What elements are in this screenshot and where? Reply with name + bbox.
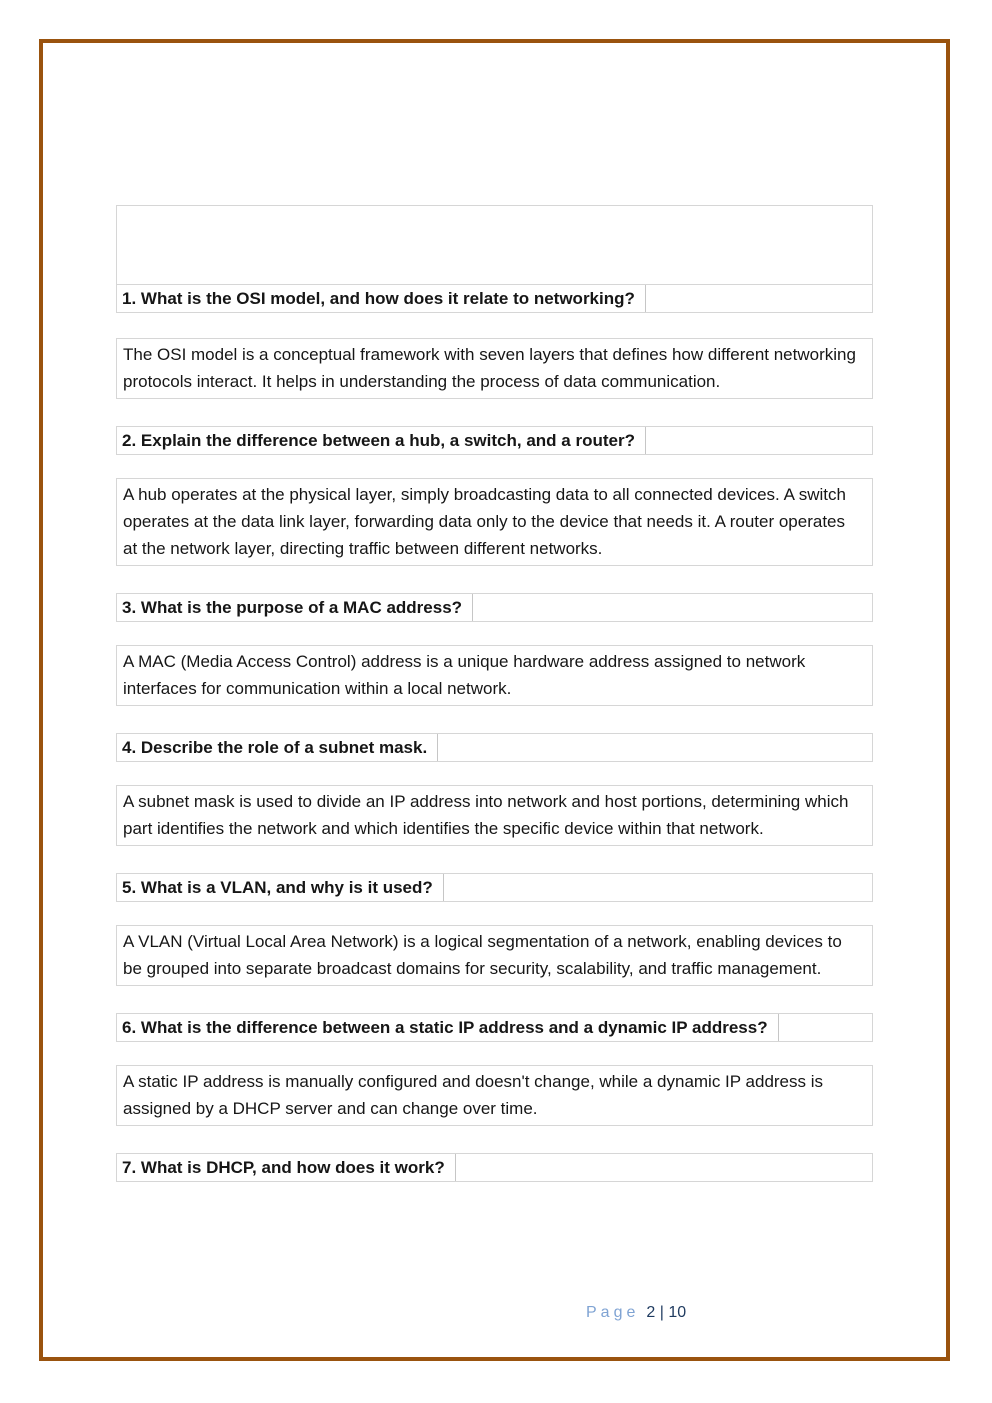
- question-heading-7: 7. What is DHCP, and how does it work?: [117, 1154, 456, 1181]
- question-row-3: [116, 593, 873, 622]
- question-row-filler: [646, 427, 872, 454]
- question-row-filler: [779, 1014, 872, 1041]
- answer-box-6: A static IP address is manually configured and doesn't change, while a dynamic IP address is assigned by a DHCP server and can change over time.: [116, 1065, 873, 1126]
- question-heading-4: 4. Describe the role of a subnet mask.: [117, 734, 438, 761]
- question-row-2: [116, 426, 873, 455]
- question-heading-2: 2. Explain the difference between a hub, a switch, and a router?: [117, 427, 646, 454]
- question-row-5: [116, 873, 873, 902]
- question-row-7: [116, 1153, 873, 1182]
- question-heading-5: 5. What is a VLAN, and why is it used?: [117, 874, 444, 901]
- footer-page-label: Page: [586, 1304, 640, 1321]
- empty-space: [117, 206, 872, 284]
- question-row-1: [117, 284, 872, 312]
- question-block-1: [116, 205, 873, 313]
- question-row-4: [116, 733, 873, 762]
- question-row-filler: [444, 874, 872, 901]
- document-body: [116, 205, 873, 1182]
- question-row-filler: [646, 285, 872, 312]
- question-row-filler: [473, 594, 872, 621]
- footer-page-number: 2 | 10: [646, 1304, 687, 1321]
- page-footer: [586, 1304, 686, 1322]
- answer-box-4: A subnet mask is used to divide an IP address into network and host portions, determining which part identifies the network and which identifies the specific device within that network.: [116, 785, 873, 846]
- question-row-6: [116, 1013, 873, 1042]
- question-heading-3: 3. What is the purpose of a MAC address?: [117, 594, 473, 621]
- question-row-filler: [438, 734, 872, 761]
- question-heading-1: 1. What is the OSI model, and how does it relate to networking?: [117, 285, 646, 312]
- question-row-filler: [456, 1154, 872, 1181]
- answer-box-5: A VLAN (Virtual Local Area Network) is a logical segmentation of a network, enabling devices to be grouped into separate broadcast domains for security, scalability, and traffic management.: [116, 925, 873, 986]
- question-heading-6: 6. What is the difference between a static IP address and a dynamic IP address?: [117, 1014, 779, 1041]
- answer-box-3: A MAC (Media Access Control) address is a unique hardware address assigned to network interfaces for communication within a local network.: [116, 645, 873, 706]
- answer-box-1: The OSI model is a conceptual framework with seven layers that defines how different networking protocols interact. It helps in understanding the process of data communication.: [116, 338, 873, 399]
- answer-box-2: A hub operates at the physical layer, simply broadcasting data to all connected devices. A switch operates at the data link layer, forwarding data only to the device that needs it. A router operates at the network layer, directing traffic between different networks.: [116, 478, 873, 566]
